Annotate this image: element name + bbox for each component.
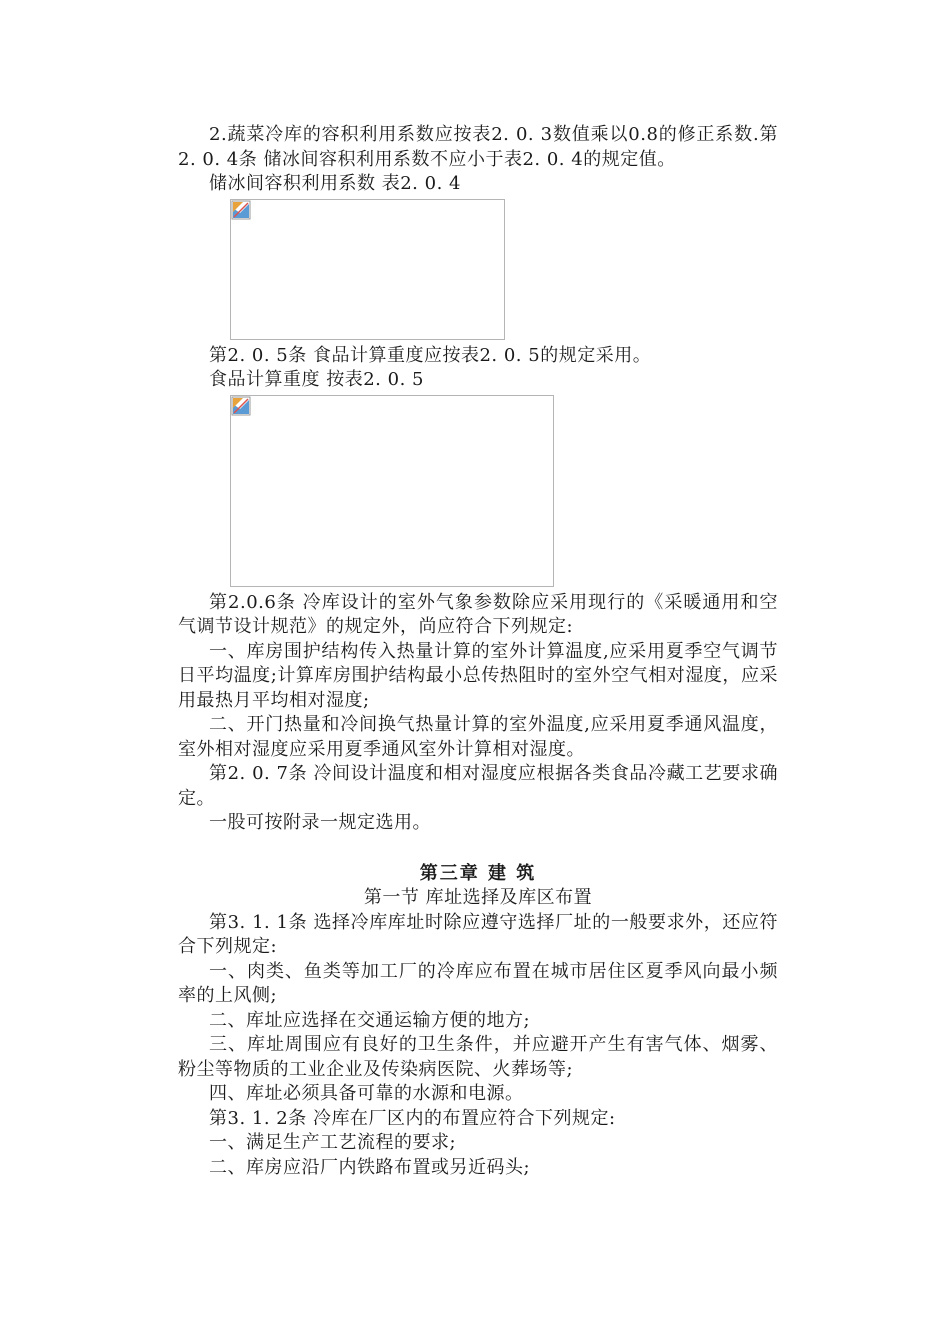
clause-three-sanitation: 三、库址周围应有良好的卫生条件，并应避开产生有害气体、烟雾、粉尘等物质的工业企业及传染病医院、火葬场等; (178, 1034, 778, 1080)
article-3-1-1: 第3. 1. 1条 选择冷库库址时除应遵守选择厂址的一般要求外，还应符合下列规定: (178, 911, 778, 957)
table-2-0-4-caption: 储冰间容积利用系数 表2. 0. 4 (209, 173, 461, 194)
broken-image-icon (231, 396, 251, 416)
article-2-0-7: 第2. 0. 7条 冷间设计温度和相对湿度应根据各类食品冷藏工艺要求确定。 (178, 763, 778, 809)
clause-four-water-power: 四、库址必须具备可靠的水源和电源。 (209, 1083, 524, 1104)
table-2-0-5-caption: 食品计算重度 按表2. 0. 5 (209, 369, 424, 390)
document-page (178, 123, 778, 1180)
broken-image-icon (231, 200, 251, 220)
clause-two-door-heat: 二、开门热量和冷间换气热量计算的室外温度,应采用夏季通风温度，室外相对湿度应采用夏季通风室外计算相对湿度。 (178, 714, 778, 760)
article-2-0-6: 第2.0.6条 冷库设计的室外气象参数除应采用现行的《采暖通用和空气调节设计规范》的规定外，尚应符合下列规定: (178, 591, 778, 637)
table-2-0-5-image (230, 395, 554, 587)
table-2-0-4-image (230, 199, 505, 340)
clause-one-envelope-temperature: 一、库房围护结构传入热量计算的室外计算温度,应采用夏季空气调节日平均温度;计算库房围护结构最小总传热阻时的室外空气相对湿度，应采用最热月平均相对湿度; (178, 640, 778, 711)
paragraph-vegetable-coefficient: 2.蔬菜冷库的容积利用系数应按表2. 0. 3数值乘以0.8的修正系数.第2. 0. 4条 储冰间容积利用系数不应小于表2. 0. 4的规定值。 (178, 124, 778, 170)
chapter-title: 第三章 建 筑 (419, 862, 537, 884)
clause-one-process-flow: 一、满足生产工艺流程的要求; (209, 1132, 457, 1153)
clause-two-railway: 二、库房应沿厂内铁路布置或另近码头; (209, 1156, 531, 1178)
appendix-note: 一股可按附录一规定选用。 (209, 812, 431, 833)
clause-one-upwind: 一、肉类、鱼类等加工厂的冷库应布置在城市居住区夏季风向最小频率的上风侧; (178, 960, 778, 1006)
article-3-1-2: 第3. 1. 2条 冷库在厂区内的布置应符合下列规定: (209, 1107, 616, 1129)
article-2-0-5: 第2. 0. 5条 食品计算重度应按表2. 0. 5的规定采用。 (209, 344, 652, 366)
clause-two-transport: 二、库址应选择在交通运输方便的地方; (209, 1009, 531, 1031)
section-title: 第一节 库址选择及库区布置 (363, 887, 593, 908)
